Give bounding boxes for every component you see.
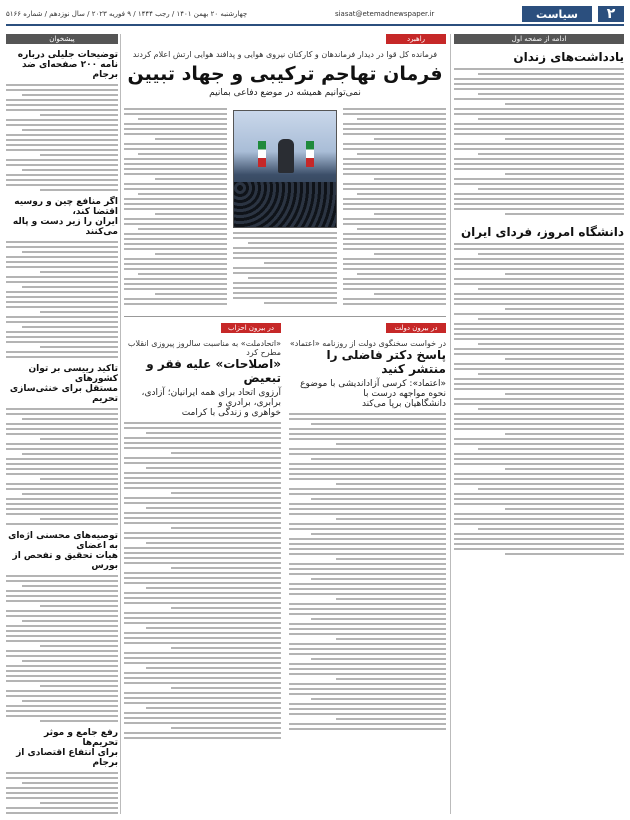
headline[interactable]: «اصلاحات» علیه فقر و تبعیض bbox=[146, 357, 281, 385]
header-rule bbox=[6, 24, 624, 26]
body-text bbox=[6, 241, 118, 358]
section-tag: ادامه از صفحه اول bbox=[454, 34, 624, 44]
section-tag: پیشخوان bbox=[6, 34, 118, 44]
body-text bbox=[6, 772, 118, 814]
headline[interactable]: تاکید رییسی بر توان کشورهای مستقل برای خنثی‌سازی تحریم bbox=[9, 364, 118, 404]
headline[interactable]: یادداشت‌های زندان bbox=[513, 50, 624, 64]
headline[interactable]: رفع جامع و موثر تحریم‌ها برای انتفاع اقتصادی از برجام bbox=[16, 728, 118, 768]
headline[interactable]: پاسخ دکتر فاضلی را منتشر کنید bbox=[326, 348, 446, 376]
subheadline: نمی‌توانیم همیشه در موضع دفاعی بمانیم bbox=[209, 88, 361, 98]
headline[interactable]: اگر منافع چین و روسیه اقتضا کند، ایران را زیر دست و پاله می‌کنند bbox=[12, 197, 118, 237]
body-text bbox=[6, 408, 118, 525]
body-text bbox=[124, 422, 281, 739]
headline[interactable]: توصیه‌های محسنی اژه‌ای به اعضای هیات تحقیق و تفحص از بورس bbox=[8, 531, 118, 571]
left-column bbox=[6, 34, 118, 814]
column-divider bbox=[120, 34, 121, 814]
column-divider bbox=[450, 34, 451, 814]
section-tag: در بیرون دولت bbox=[386, 323, 446, 333]
kicker: در خواست سخنگوی دولت از روزنامه «اعتماد» bbox=[289, 339, 446, 348]
section-name: سیاست bbox=[522, 6, 592, 22]
subheadline: «اعتماد»: کرسی آزاداندیشی با موضوع نحوه مواجهه درست با دانشگاهیان برپا می‌کند bbox=[300, 379, 446, 409]
news-photo bbox=[233, 110, 337, 228]
body-text bbox=[454, 68, 624, 215]
main-column bbox=[124, 34, 446, 814]
flag-icon bbox=[306, 141, 314, 167]
speaker-figure bbox=[278, 139, 294, 173]
body-text bbox=[6, 575, 118, 722]
section-email[interactable]: siasat@etemadnewspaper.ir bbox=[334, 10, 435, 18]
body-text bbox=[124, 108, 227, 305]
section-divider bbox=[124, 316, 446, 317]
body-text bbox=[343, 108, 446, 305]
headline[interactable]: توضیحات جلیلی درباره نامه ۲۰۰ صفحه‌ای ضد برجام bbox=[17, 50, 118, 80]
page-number: ۲ bbox=[598, 6, 624, 22]
subheadline: آرزوی اتحاد برای همه ایرانیان؛ آزادی، برابری، برادری و خواهری و زندگی با کرامت bbox=[141, 388, 281, 418]
kicker: «اتحادملت» به مناسبت سالروز پیروزی انقلاب مطرح کرد bbox=[127, 339, 281, 357]
body-text bbox=[289, 413, 446, 730]
body-text bbox=[233, 232, 337, 304]
dateline: چهارشنبه ۲۰ بهمن ۱۴۰۱ / رجب ۱۴۴۴ / ۹ فوریه ۲۰۲۳ / سال نوزدهم / شماره ۵۱۶۶ bbox=[6, 10, 248, 18]
section-tag: در بیرون احزاب bbox=[221, 323, 281, 333]
right-column bbox=[454, 34, 624, 814]
kicker: فرمانده کل قوا در دیدار فرماندهان و کارکنان نیروی هوایی و پدافند هوایی ارتش اعلام کردند bbox=[132, 50, 438, 59]
masthead bbox=[6, 6, 624, 22]
body-text bbox=[6, 84, 118, 191]
flag-icon bbox=[258, 141, 266, 167]
section-tag: راهبرد bbox=[386, 34, 446, 44]
headline[interactable]: دانشگاه امروز، فردای ایران bbox=[460, 225, 624, 239]
audience bbox=[234, 182, 336, 227]
main-headline[interactable]: فرمان تهاجم ترکیبی و جهاد تبیین bbox=[127, 63, 443, 85]
body-text bbox=[454, 243, 624, 555]
